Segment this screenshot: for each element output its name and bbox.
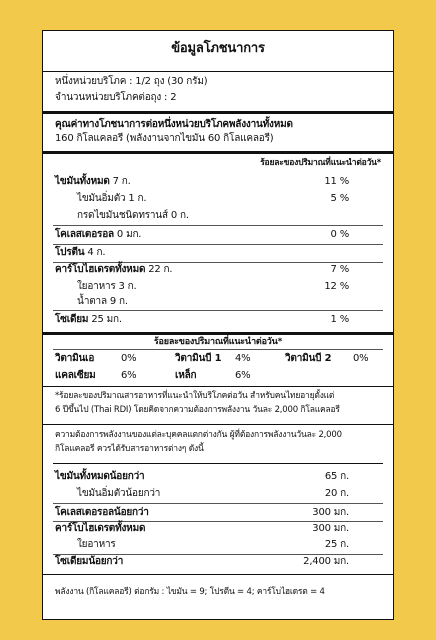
- limit-name: ไขมันทั้งหมดน้อยกว่า: [55, 471, 145, 482]
- divider: [43, 574, 393, 575]
- divider-thick: [43, 332, 393, 335]
- nutrient-name: คาร์โบไฮเดรตทั้งหมด: [55, 264, 146, 275]
- energy-conversion: พลังงาน (กิโลแคลอรี) ต่อกรัม : ไขมัน = 9; โปรตีน = 4; คาร์โบไฮเดรต = 4: [55, 587, 325, 597]
- divider: [53, 225, 383, 226]
- nutrient-name: ไขมันทั้งหมด: [55, 176, 110, 187]
- footnote-line-2: 6 ปีขึ้นไป (Thai RDI) โดยคิดจากความต้องการพลังงาน วันละ 2,000 กิโลแคลอรี: [55, 405, 340, 415]
- limit-name: ไขมันอิ่มตัวน้อยกว่า: [77, 488, 161, 499]
- limit-name: คาร์โบไฮเดรตทั้งหมด: [55, 523, 146, 534]
- nutrient-dv: 0 %: [330, 229, 349, 240]
- divider: [53, 244, 383, 245]
- divider: [53, 310, 383, 311]
- divider: [53, 349, 383, 350]
- divider: [43, 424, 393, 425]
- divider-thick: [43, 111, 393, 114]
- needs-note-line-1: ความต้องการพลังงานของแต่ละบุคคลแตกต่างกัน ผู้ที่ต้องการพลังงานวันละ 2,000: [55, 430, 342, 440]
- iron-label: เหล็ก: [175, 370, 197, 381]
- nutrient-dv: 1 %: [330, 314, 349, 325]
- nutrient-amount: 22 ก.: [148, 264, 173, 275]
- divider: [53, 503, 383, 504]
- nutrient-amount: 4 ก.: [87, 247, 106, 258]
- nutrient-amount: 7 ก.: [112, 176, 131, 187]
- vitamin-b2-label: วิตามินบี 2: [285, 353, 332, 364]
- nutrient-dv: 11 %: [324, 176, 349, 187]
- divider: [53, 463, 383, 464]
- divider: [53, 554, 383, 555]
- divider: [53, 262, 383, 263]
- nutrient-name: โปรตีน: [55, 247, 85, 258]
- limit-value: 25 ก.: [324, 539, 349, 550]
- limit-value: 65 ก.: [324, 471, 349, 482]
- vitamin-b1-label: วิตามินบี 1: [175, 353, 222, 364]
- nutrient-dv: 12 %: [324, 281, 349, 292]
- vitamin-a-value: 0%: [121, 353, 137, 364]
- footnote-line-1: *ร้อยละของปริมาณสารอาหารที่แนะนำให้บริโภคต่อวัน สำหรับคนไทยอายุตั้งแต่: [55, 391, 335, 401]
- nutrient-name: โคเลสเตอรอล: [55, 229, 114, 240]
- energy-heading: คุณค่าทางโภชนาการต่อหนึ่งหน่วยบริโภคพลังงานทั้งหมด: [55, 119, 293, 130]
- nutrient-name: กรดไขมันชนิดทรานส์ 0 ก.: [77, 210, 189, 221]
- vitamin-a-label: วิตามินเอ: [55, 353, 95, 364]
- nutrient-amount: 25 มก.: [91, 314, 122, 325]
- calcium-label: แคลเซียม: [55, 370, 96, 381]
- panel-title: ข้อมูลโภชนาการ: [171, 41, 265, 56]
- limit-name: โซเดียมน้อยกว่า: [55, 556, 124, 567]
- divider: [43, 71, 393, 72]
- nutrient-name: น้ำตาล 9 ก.: [77, 296, 128, 307]
- limit-value: 300 มก.: [312, 523, 349, 534]
- vitamin-b1-value: 4%: [235, 353, 251, 364]
- dv-header: ร้อยละของปริมาณที่แนะนำต่อวัน*: [260, 158, 381, 168]
- vitamins-header: ร้อยละของปริมาณที่แนะนำต่อวัน*: [153, 337, 283, 347]
- iron-value: 6%: [235, 370, 251, 381]
- nutrient-dv: 5 %: [330, 193, 349, 204]
- limit-name: ใยอาหาร: [77, 539, 116, 550]
- limit-value: 2,400 มก.: [303, 556, 349, 567]
- nutrient-dv: 7 %: [330, 264, 349, 275]
- limit-value: 20 ก.: [324, 488, 349, 499]
- nutrient-name: โซเดียม: [55, 314, 89, 325]
- vitamin-b2-value: 0%: [353, 353, 369, 364]
- divider: [53, 521, 383, 522]
- nutrient-name: ไขมันอิ่มตัว 1 ก.: [77, 193, 147, 204]
- calcium-value: 6%: [121, 370, 137, 381]
- limit-value: 300 มก.: [312, 507, 349, 518]
- nutrient-amount: 0 มก.: [116, 229, 142, 240]
- divider-thick: [43, 151, 393, 154]
- limit-name: โคเลสเตอรอลน้อยกว่า: [55, 507, 149, 518]
- servings-per-bag: จำนวนหน่วยบริโภคต่อถุง : 2: [55, 92, 177, 103]
- divider: [43, 386, 393, 387]
- energy-value: 160 กิโลแคลอรี (พลังงานจากไขมัน 60 กิโลแคลอรี): [55, 133, 274, 144]
- serving-size: หนึ่งหน่วยบริโภค : 1/2 ถุง (30 กรัม): [55, 76, 208, 87]
- needs-note-line-2: กิโลแคลอรี ควรได้รับสารอาหารต่างๆ ดังนี้: [55, 444, 204, 454]
- nutrition-facts-panel: [42, 30, 394, 620]
- nutrient-name: ใยอาหาร 3 ก.: [77, 281, 137, 292]
